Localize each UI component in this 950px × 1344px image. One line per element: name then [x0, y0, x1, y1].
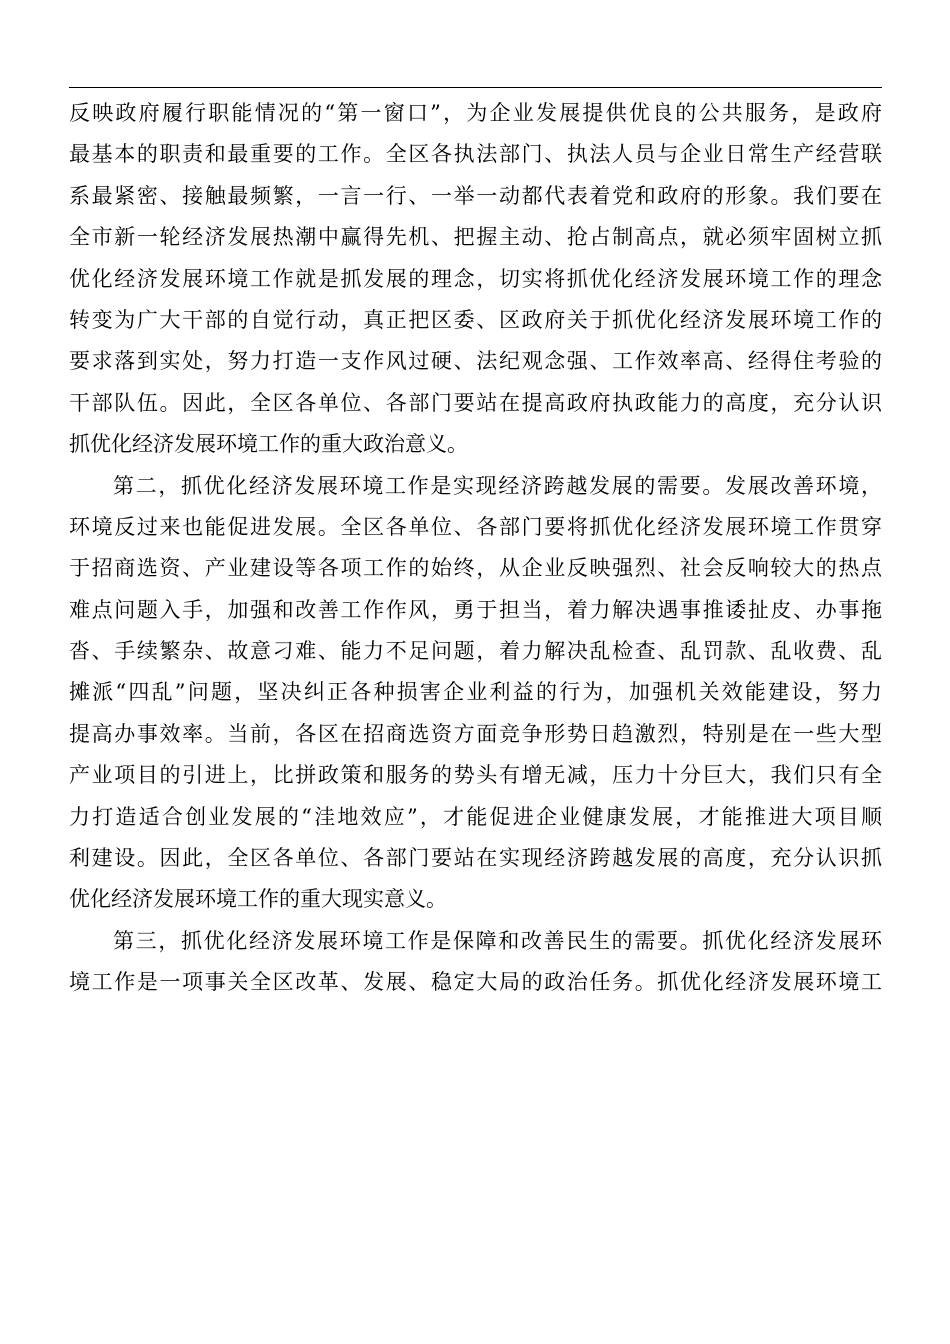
text-line: 优化经济发展环境工作就是抓发展的理念，切实将抓优化经济发展环境工作的理念 — [69, 266, 882, 291]
text-line: 要求落到实处，努力打造一支作风过硬、法纪观念强、工作效率高、经得住考验的 — [69, 349, 882, 374]
text-line: 力打造适合创业发展的“洼地效应”，才能促进企业健康发展，才能推进大项目顺 — [69, 804, 882, 829]
text-line: 最基本的职责和最重要的工作。全区各执法部门、执法人员与企业日常生产经营联 — [69, 142, 882, 167]
text-line: 第三，抓优化经济发展环境工作是保障和改善民生的需要。抓优化经济发展环 — [113, 928, 882, 953]
text-line: 全市新一轮经济发展热潮中赢得先机、把握主动、抢占制高点，就必须牢固树立抓 — [69, 225, 882, 250]
paragraph-1 — [69, 93, 882, 466]
text-line: 抓优化经济发展环境工作的重大政治意义。 — [69, 432, 468, 457]
text-line: 环境反过来也能促进发展。全区各单位、各部门要将抓优化经济发展环境工作贯穿 — [69, 514, 882, 539]
paragraph-2 — [69, 466, 882, 921]
header-rule — [69, 87, 882, 88]
text-line: 于招商选资、产业建设等各项工作的始终，从企业反映强烈、社会反响较大的热点 — [69, 556, 882, 581]
text-line: 系最紧密、接触最频繁，一言一行、一举一动都代表着党和政府的形象。我们要在 — [69, 183, 882, 208]
paragraph-3 — [69, 921, 882, 1004]
text-line: 摊派“四乱”问题，坚决纠正各种损害企业利益的行为，加强机关效能建设，努力 — [69, 680, 882, 705]
text-line: 优化经济发展环境工作的重大现实意义。 — [69, 887, 447, 912]
text-line: 反映政府履行职能情况的“第一窗口”，为企业发展提供优良的公共服务，是政府 — [69, 101, 882, 125]
text-line: 转变为广大干部的自觉行动，真正把区委、区政府关于抓优化经济发展环境工作的 — [69, 307, 882, 332]
text-line: 产业项目的引进上，比拼政策和服务的势头有增无减，压力十分巨大，我们只有全 — [69, 763, 882, 788]
text-line: 利建设。因此，全区各单位、各部门要站在实现经济跨越发展的高度，充分认识抓 — [69, 846, 882, 871]
text-line: 沓、手续繁杂、故意刁难、能力不足问题，着力解决乱检查、乱罚款、乱收费、乱 — [69, 639, 882, 664]
text-line: 干部队伍。因此，全区各单位、各部门要站在提高政府执政能力的高度，充分认识 — [69, 390, 882, 415]
document-body — [69, 93, 882, 1004]
text-line: 第二，抓优化经济发展环境工作是实现经济跨越发展的需要。发展改善环境， — [113, 473, 882, 498]
text-line: 提高办事效率。当前，各区在招商选资方面竞争形势日趋激烈，特别是在一些大型 — [69, 721, 882, 746]
text-line: 境工作是一项事关全区改革、发展、稳定大局的政治任务。抓优化经济发展环境工 — [69, 970, 882, 995]
text-line: 难点问题入手，加强和改善工作作风，勇于担当，着力解决遇事推诿扯皮、办事拖 — [69, 597, 882, 622]
